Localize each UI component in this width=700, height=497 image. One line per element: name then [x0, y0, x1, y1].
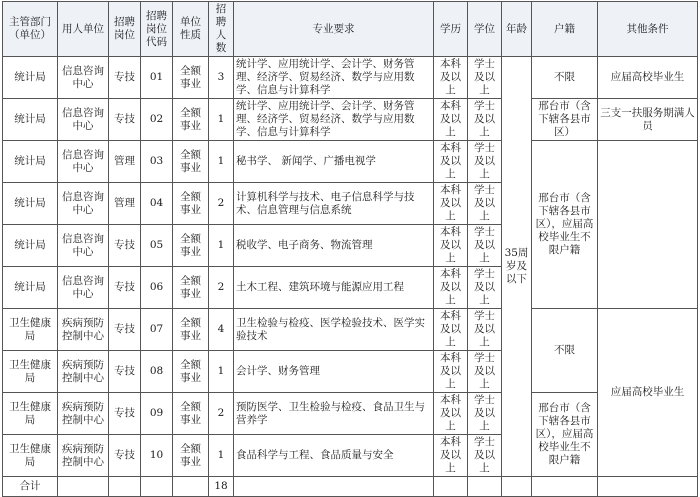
cell-dept: 统计局	[3, 225, 58, 267]
cell-code: 05	[141, 225, 173, 267]
cell-edu: 本科及以上	[434, 225, 468, 267]
cell-unit: 疾病预防控制中心	[58, 435, 109, 477]
total-empty	[598, 477, 698, 497]
cell-num: 4	[209, 309, 234, 351]
cell-edu: 本科及以上	[434, 141, 468, 183]
cell-num: 1	[209, 99, 234, 141]
table-row	[3, 393, 698, 435]
cell-huji-merged: 邢台市（含下辖各县市区），应届高校毕业生不限户籍	[532, 141, 598, 309]
cell-nature: 全额事业	[173, 225, 209, 267]
cell-num: 1	[209, 225, 234, 267]
cell-edu: 本科及以上	[434, 435, 468, 477]
cell-degree: 学士及以上	[468, 141, 502, 183]
cell-degree: 学士及以上	[468, 309, 502, 351]
total-label: 合计	[3, 477, 58, 497]
total-empty	[173, 477, 209, 497]
total-row	[3, 477, 698, 497]
header-nature: 单位性质	[173, 2, 209, 57]
cell-post: 专技	[109, 435, 141, 477]
cell-num: 1	[209, 141, 234, 183]
cell-other-merged: 应届高校毕业生	[598, 309, 698, 477]
total-empty	[502, 477, 532, 497]
cell-nature: 全额事业	[173, 57, 209, 99]
header-num: 招聘人数	[209, 2, 234, 57]
header-edu: 学历	[434, 2, 468, 57]
cell-req: 食品科学与工程、食品质量与安全	[234, 435, 434, 477]
table-row	[3, 141, 698, 183]
table-row	[3, 309, 698, 351]
cell-code: 09	[141, 393, 173, 435]
cell-num: 1	[209, 351, 234, 393]
cell-edu: 本科及以上	[434, 267, 468, 309]
cell-other: 三支一扶服务期满人员	[598, 99, 698, 141]
cell-num: 2	[209, 183, 234, 225]
header-dept: 主管部门（单位）	[3, 2, 58, 57]
header-post: 招聘岗位	[109, 2, 141, 57]
cell-post: 专技	[109, 225, 141, 267]
cell-degree: 学士及以上	[468, 183, 502, 225]
header-row	[3, 2, 698, 57]
cell-dept: 统计局	[3, 183, 58, 225]
cell-code: 03	[141, 141, 173, 183]
cell-post: 管理	[109, 183, 141, 225]
total-empty	[468, 477, 502, 497]
cell-degree: 学士及以上	[468, 435, 502, 477]
cell-post: 专技	[109, 351, 141, 393]
cell-dept: 统计局	[3, 57, 58, 99]
cell-num: 3	[209, 57, 234, 99]
header-req: 专业要求	[234, 2, 434, 57]
cell-degree: 学士及以上	[468, 267, 502, 309]
cell-unit: 信息咨询中心	[58, 99, 109, 141]
table-row	[3, 99, 698, 141]
cell-nature: 全额事业	[173, 435, 209, 477]
total-value: 18	[209, 477, 234, 497]
cell-nature: 全额事业	[173, 183, 209, 225]
cell-edu: 本科及以上	[434, 99, 468, 141]
cell-dept: 卫生健康局	[3, 393, 58, 435]
cell-dept: 卫生健康局	[3, 435, 58, 477]
header-unit: 用人单位	[58, 2, 109, 57]
table-row	[3, 57, 698, 99]
cell-edu: 本科及以上	[434, 393, 468, 435]
cell-req: 计算机科学与技术、电子信息科学与技术、信息管理与信息系统	[234, 183, 434, 225]
cell-num: 2	[209, 267, 234, 309]
cell-edu: 本科及以上	[434, 309, 468, 351]
header-huji: 户籍	[532, 2, 598, 57]
cell-huji: 不限	[532, 57, 598, 99]
cell-post: 专技	[109, 267, 141, 309]
cell-code: 02	[141, 99, 173, 141]
cell-nature: 全额事业	[173, 267, 209, 309]
cell-req: 统计学、应用统计学、会计学、财务管理、经济学、贸易经济、数学与应用数学、信息与计算科学	[234, 99, 434, 141]
cell-dept: 统计局	[3, 267, 58, 309]
cell-post: 专技	[109, 309, 141, 351]
cell-code: 07	[141, 309, 173, 351]
cell-dept: 卫生健康局	[3, 309, 58, 351]
cell-code: 04	[141, 183, 173, 225]
cell-unit: 疾病预防控制中心	[58, 351, 109, 393]
cell-degree: 学士及以上	[468, 57, 502, 99]
cell-code: 06	[141, 267, 173, 309]
total-empty	[109, 477, 141, 497]
recruitment-table-container	[2, 1, 697, 492]
cell-unit: 信息咨询中心	[58, 183, 109, 225]
cell-post: 专技	[109, 99, 141, 141]
cell-req: 会计学、财务管理	[234, 351, 434, 393]
header-age: 年龄	[502, 2, 532, 57]
cell-unit: 疾病预防控制中心	[58, 393, 109, 435]
cell-huji-merged: 不限	[532, 309, 598, 393]
cell-code: 01	[141, 57, 173, 99]
cell-degree: 学士及以上	[468, 351, 502, 393]
cell-degree: 学士及以上	[468, 393, 502, 435]
cell-code: 08	[141, 351, 173, 393]
cell-code: 10	[141, 435, 173, 477]
cell-post: 管理	[109, 141, 141, 183]
cell-nature: 全额事业	[173, 141, 209, 183]
cell-edu: 本科及以上	[434, 57, 468, 99]
cell-nature: 全额事业	[173, 99, 209, 141]
cell-unit: 信息咨询中心	[58, 57, 109, 99]
cell-huji-merged: 邢台市（含下辖各县市区），应届高校毕业生不限户籍	[532, 393, 598, 477]
total-empty	[141, 477, 173, 497]
cell-edu: 本科及以上	[434, 183, 468, 225]
cell-nature: 全额事业	[173, 393, 209, 435]
cell-degree: 学士及以上	[468, 225, 502, 267]
header-other: 其他条件	[598, 2, 698, 57]
cell-dept: 统计局	[3, 99, 58, 141]
cell-unit: 信息咨询中心	[58, 267, 109, 309]
cell-degree: 学士及以上	[468, 99, 502, 141]
cell-unit: 疾病预防控制中心	[58, 309, 109, 351]
cell-req: 秘书学、 新闻学、广播电视学	[234, 141, 434, 183]
cell-edu: 本科及以上	[434, 351, 468, 393]
cell-post: 专技	[109, 393, 141, 435]
total-empty	[532, 477, 598, 497]
cell-dept: 统计局	[3, 141, 58, 183]
cell-nature: 全额事业	[173, 351, 209, 393]
cell-req: 税收学、电子商务、物流管理	[234, 225, 434, 267]
cell-req: 土木工程、建筑环境与能源应用工程	[234, 267, 434, 309]
total-empty	[434, 477, 468, 497]
cell-req: 卫生检验与检疫、医学检验技术、医学实验技术	[234, 309, 434, 351]
cell-huji: 邢台市（含下辖各县市区）	[532, 99, 598, 141]
total-empty	[58, 477, 109, 497]
header-degree: 学位	[468, 2, 502, 57]
recruitment-table	[2, 1, 698, 497]
cell-num: 1	[209, 435, 234, 477]
cell-num: 2	[209, 393, 234, 435]
cell-req: 统计学、应用统计学、会计学、财务管理、经济学、贸易经济、数学与应用数学、信息与计算科学	[234, 57, 434, 99]
cell-other: 应届高校毕业生	[598, 57, 698, 99]
cell-other-merged-empty	[598, 141, 698, 309]
cell-age-merged: 35周岁及以下	[502, 57, 532, 477]
cell-req: 预防医学、卫生检验与检疫、食品卫生与营养学	[234, 393, 434, 435]
header-code: 招聘岗位代码	[141, 2, 173, 57]
cell-unit: 信息咨询中心	[58, 141, 109, 183]
total-empty	[234, 477, 434, 497]
cell-unit: 信息咨询中心	[58, 225, 109, 267]
cell-post: 专技	[109, 57, 141, 99]
cell-nature: 全额事业	[173, 309, 209, 351]
cell-dept: 卫生健康局	[3, 351, 58, 393]
